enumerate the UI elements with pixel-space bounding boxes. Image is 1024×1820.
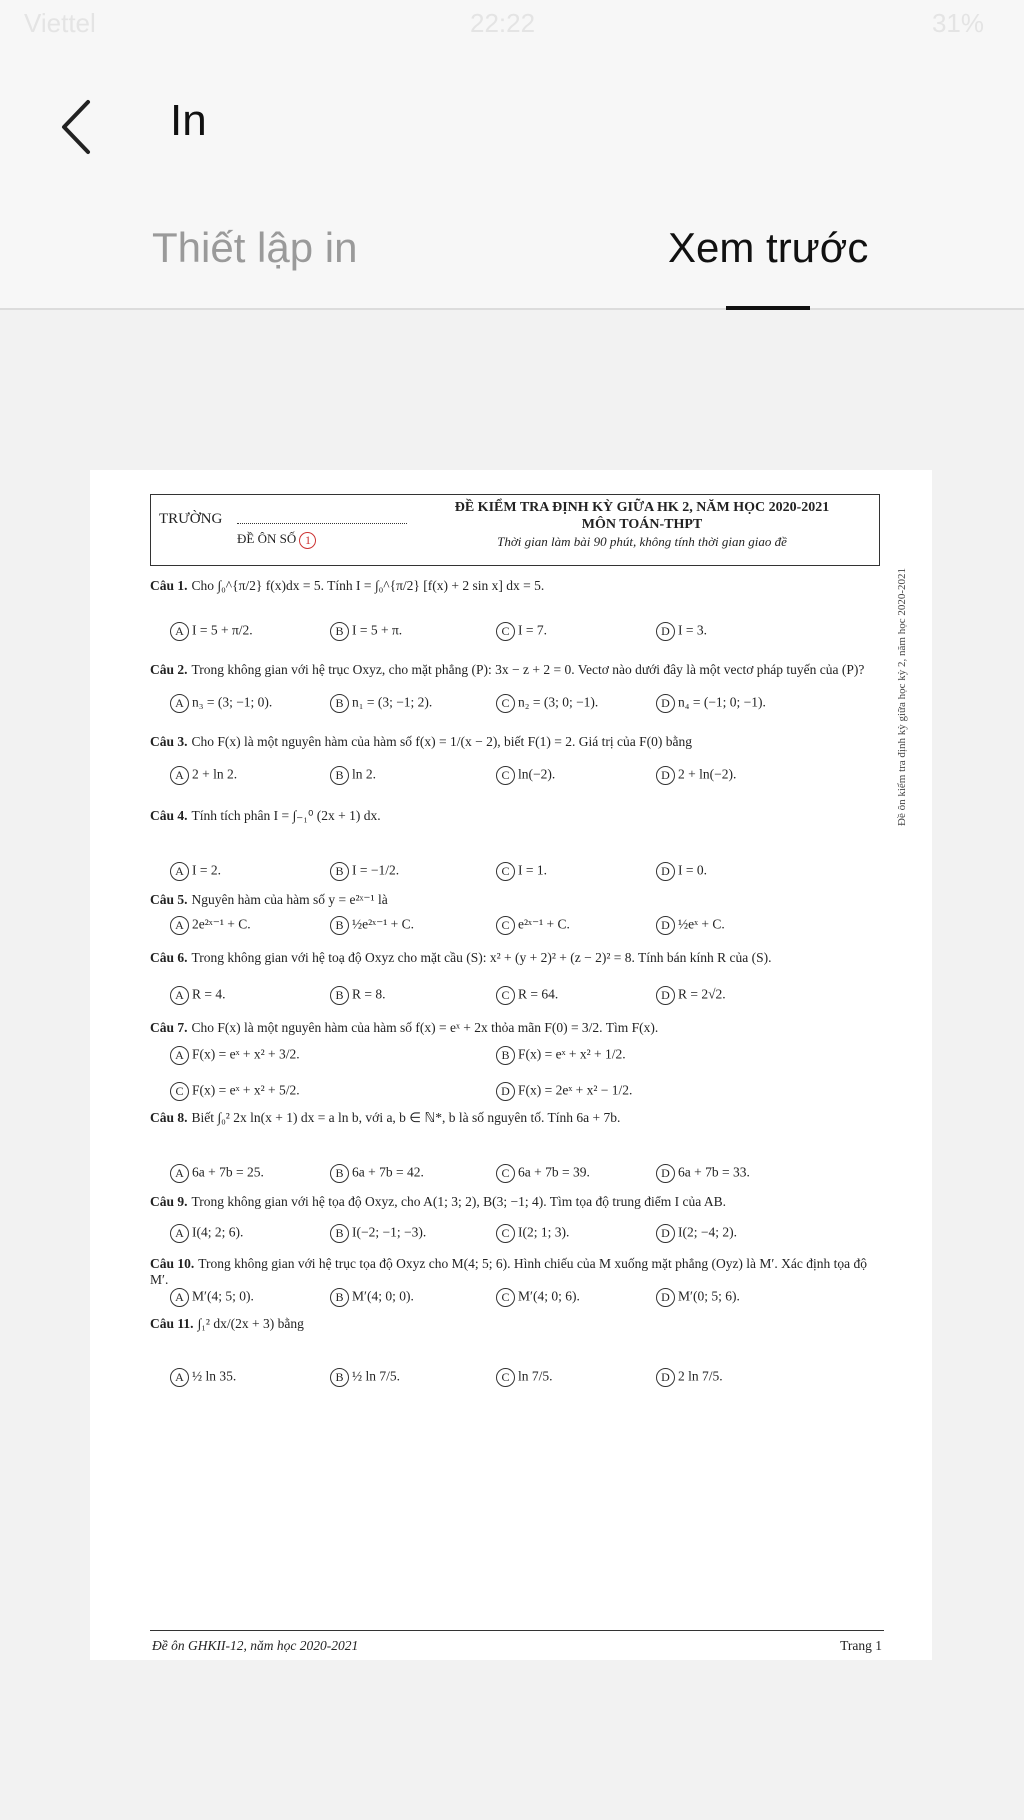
question-text: Biết ∫₀² 2x ln(x + 1) dx = a ln b, với a, b ∈ ℕ*, b là số nguyên tố. Tính 6a + 7b.: [191, 1110, 621, 1125]
carrier-label: Viettel: [24, 8, 96, 38]
question-8: [150, 1110, 884, 1126]
question-label: Câu 3.: [150, 734, 188, 749]
option-letter: A: [170, 1224, 189, 1243]
option-letter: A: [170, 1368, 189, 1387]
option-letter: B: [330, 694, 349, 713]
option-letter: B: [330, 622, 349, 641]
option-letter: D: [496, 1082, 515, 1101]
option-letter: C: [496, 1368, 515, 1387]
option-letter: D: [656, 1164, 675, 1183]
option-letter: C: [170, 1082, 189, 1101]
option-letter: D: [656, 1288, 675, 1307]
clock: 22:22: [470, 8, 536, 38]
status-bar: [0, 0, 1024, 52]
exam-code: [237, 531, 316, 549]
option-letter: A: [170, 862, 189, 881]
question-label: Câu 4.: [150, 808, 188, 823]
option-letter: D: [656, 694, 675, 713]
option-text: I(2; 1; 3).: [518, 1224, 570, 1240]
question-5: [150, 892, 884, 908]
option-letter: B: [330, 1164, 349, 1183]
question-label: Câu 9.: [150, 1194, 188, 1209]
page-title: In: [170, 96, 207, 145]
question-10: [150, 1256, 884, 1288]
answer-option: [656, 622, 956, 641]
option-text: n₂ = (3; 0; −1).: [518, 694, 599, 710]
option-text: ½e²ˣ⁻¹ + C.: [352, 916, 414, 932]
option-letter: A: [170, 1164, 189, 1183]
option-text: I = 2.: [192, 862, 221, 878]
option-letter: D: [656, 916, 675, 935]
option-text: R = 4.: [192, 986, 226, 1002]
option-text: 6a + 7b = 25.: [192, 1164, 264, 1180]
exam-header-box: [150, 494, 880, 566]
exam-code-number: 1: [299, 532, 316, 549]
option-text: ln(−2).: [518, 766, 556, 782]
exam-title-line1: ĐỀ KIỂM TRA ĐỊNH KỲ GIỮA HK 2, NĂM HỌC 2020-2021: [454, 500, 830, 515]
chevron-left-icon: [52, 92, 102, 162]
option-text: I = −1/2.: [352, 862, 400, 878]
option-text: I = 5 + π/2.: [192, 622, 253, 638]
answer-option: [496, 1046, 796, 1065]
option-text: n₄ = (−1; 0; −1).: [678, 694, 766, 710]
question-label: Câu 7.: [150, 1020, 188, 1035]
exam-title-line3: Thời gian làm bài 90 phút, không tính thời gian giao đề: [497, 534, 787, 549]
option-text: I(2; −4; 2).: [678, 1224, 737, 1240]
option-text: ½ ln 7/5.: [352, 1368, 401, 1384]
option-letter: C: [496, 862, 515, 881]
option-letter: A: [170, 986, 189, 1005]
answer-option: [656, 1368, 956, 1387]
answer-option: [656, 862, 956, 881]
question-9: [150, 1194, 884, 1210]
answer-option: [656, 1224, 956, 1243]
print-preview-page[interactable]: [90, 470, 932, 1660]
option-text: I = 7.: [518, 622, 547, 638]
answer-option: [656, 1288, 956, 1307]
exam-title-line2: MÔN TOÁN-THPT: [581, 517, 703, 532]
option-letter: D: [656, 1368, 675, 1387]
option-text: 6a + 7b = 33.: [678, 1164, 750, 1180]
question-text: Trong không gian với hệ tọa độ Oxyz, cho A(1; 3; 2), B(3; −1; 4). Tìm tọa độ trung điểm I của AB.: [191, 1194, 726, 1209]
option-letter: D: [656, 766, 675, 785]
question-text: Nguyên hàm của hàm số y = e²ˣ⁻¹ là: [191, 892, 388, 907]
school-dots: [237, 523, 407, 524]
app-header: [0, 52, 1024, 310]
option-letter: A: [170, 1046, 189, 1065]
option-letter: A: [170, 694, 189, 713]
option-text: 2 + ln 2.: [192, 766, 238, 782]
side-watermark-text: Đề ôn kiểm tra định kỳ giữa học kỳ 2, năm học 2020-2021: [896, 568, 908, 826]
question-7: [150, 1020, 884, 1036]
option-letter: A: [170, 766, 189, 785]
question-6: [150, 950, 884, 966]
question-4: [150, 808, 884, 824]
answer-option: [656, 766, 956, 785]
option-text: 2 + ln(−2).: [678, 766, 737, 782]
option-text: R = 8.: [352, 986, 386, 1002]
option-letter: B: [330, 862, 349, 881]
option-text: 2 ln 7/5.: [678, 1368, 723, 1384]
question-1: [150, 578, 884, 594]
option-text: R = 2√2.: [678, 986, 726, 1002]
question-2: [150, 662, 884, 678]
option-letter: B: [496, 1046, 515, 1065]
question-text: ∫₁² dx/(2x + 3) bằng: [197, 1316, 304, 1331]
question-label: Câu 8.: [150, 1110, 188, 1125]
option-text: I = 3.: [678, 622, 707, 638]
option-letter: D: [656, 1224, 675, 1243]
answer-option: [656, 694, 956, 713]
question-text: Trong không gian với hệ toạ độ Oxyz cho mặt cầu (S): x² + (y + 2)² + (z − 2)² = 8. Tính bán kính R của (S).: [191, 950, 772, 965]
option-text: M′(4; 0; 0).: [352, 1288, 414, 1304]
option-letter: D: [656, 862, 675, 881]
option-text: 2e²ˣ⁻¹ + C.: [192, 916, 251, 932]
option-letter: D: [656, 986, 675, 1005]
battery-level: 31%: [931, 8, 984, 38]
option-letter: C: [496, 622, 515, 641]
question-text: Cho F(x) là một nguyên hàm của hàm số f(x) = eˣ + 2x thỏa mãn F(0) = 3/2. Tìm F(x).: [191, 1020, 659, 1035]
option-text: ½eˣ + C.: [678, 916, 725, 932]
exam-code-label: ĐỀ ÔN SỐ: [237, 531, 297, 546]
option-letter: B: [330, 1368, 349, 1387]
option-text: R = 64.: [518, 986, 559, 1002]
tab-print-settings[interactable]: Thiết lập in: [152, 224, 358, 271]
question-3: [150, 734, 884, 750]
question-text: Cho ∫₀^{π/2} f(x)dx = 5. Tính I = ∫₀^{π/2} [f(x) + 2 sin x] dx = 5.: [191, 578, 545, 593]
option-text: ln 7/5.: [518, 1368, 553, 1384]
footer-title: Đề ôn GHKII-12, năm học 2020-2021: [152, 1638, 359, 1653]
question-text: Tính tích phân I = ∫₋₁⁰ (2x + 1) dx.: [191, 808, 381, 823]
option-letter: B: [330, 916, 349, 935]
option-letter: B: [330, 766, 349, 785]
question-label: Câu 5.: [150, 892, 188, 907]
option-text: I = 0.: [678, 862, 707, 878]
option-text: I = 1.: [518, 862, 547, 878]
option-text: e²ˣ⁻¹ + C.: [518, 916, 570, 932]
back-button[interactable]: [52, 92, 102, 162]
question-text: Cho F(x) là một nguyên hàm của hàm số f(x) = 1/(x − 2), biết F(1) = 2. Giá trị của F(0) bằng: [191, 734, 693, 749]
answer-option: [656, 986, 956, 1005]
option-letter: A: [170, 916, 189, 935]
page-number: Trang 1: [840, 1638, 882, 1653]
option-letter: C: [496, 1164, 515, 1183]
option-text: M′(4; 5; 0).: [192, 1288, 254, 1304]
option-letter: D: [656, 622, 675, 641]
question-label: Câu 10.: [150, 1256, 195, 1271]
option-text: ½ ln 35.: [192, 1368, 237, 1384]
answer-option: [656, 1164, 956, 1183]
option-text: n₃ = (3; −1; 0).: [192, 694, 273, 710]
option-letter: C: [496, 766, 515, 785]
option-text: ln 2.: [352, 766, 377, 782]
option-text: 6a + 7b = 42.: [352, 1164, 424, 1180]
option-letter: C: [496, 1288, 515, 1307]
question-label: Câu 1.: [150, 578, 188, 593]
option-text: 6a + 7b = 39.: [518, 1164, 590, 1180]
option-text: F(x) = 2eˣ + x² − 1/2.: [518, 1082, 633, 1098]
tab-preview[interactable]: Xem trước: [668, 224, 869, 271]
option-text: M′(0; 5; 6).: [678, 1288, 740, 1304]
option-letter: C: [496, 694, 515, 713]
answer-option: [170, 1046, 470, 1065]
question-label: Câu 6.: [150, 950, 188, 965]
option-letter: C: [496, 916, 515, 935]
option-letter: A: [170, 622, 189, 641]
option-text: F(x) = eˣ + x² + 1/2.: [518, 1046, 626, 1062]
option-text: F(x) = eˣ + x² + 3/2.: [192, 1046, 300, 1062]
option-letter: B: [330, 1288, 349, 1307]
school-label: TRƯỜNG: [159, 511, 223, 527]
active-tab-indicator: [726, 306, 810, 310]
option-text: M′(4; 0; 6).: [518, 1288, 580, 1304]
question-11: [150, 1316, 884, 1332]
option-text: I = 5 + π.: [352, 622, 403, 638]
answer-option: [496, 1082, 796, 1101]
question-text: Trong không gian với hệ trục tọa độ Oxyz cho M(4; 5; 6). Hình chiếu của M xuống mặt phẳng (Oyz) là M′. Xác định tọa độ M′.: [150, 1256, 867, 1287]
question-label: Câu 2.: [150, 662, 188, 677]
option-letter: A: [170, 1288, 189, 1307]
option-text: I(−2; −1; −3).: [352, 1224, 427, 1240]
option-text: I(4; 2; 6).: [192, 1224, 244, 1240]
question-label: Câu 11.: [150, 1316, 194, 1331]
option-letter: B: [330, 1224, 349, 1243]
question-text: Trong không gian với hệ trục Oxyz, cho mặt phẳng (P): 3x − z + 2 = 0. Vectơ nào dưới đây là một vectơ pháp tuyến của (P)?: [191, 662, 865, 677]
footer-divider: [150, 1630, 884, 1631]
exam-title: [407, 499, 877, 550]
answer-option: [170, 1082, 470, 1101]
option-letter: C: [496, 1224, 515, 1243]
option-text: F(x) = eˣ + x² + 5/2.: [192, 1082, 300, 1098]
answer-option: [656, 916, 956, 935]
option-letter: B: [330, 986, 349, 1005]
option-letter: C: [496, 986, 515, 1005]
option-text: n₁ = (3; −1; 2).: [352, 694, 433, 710]
